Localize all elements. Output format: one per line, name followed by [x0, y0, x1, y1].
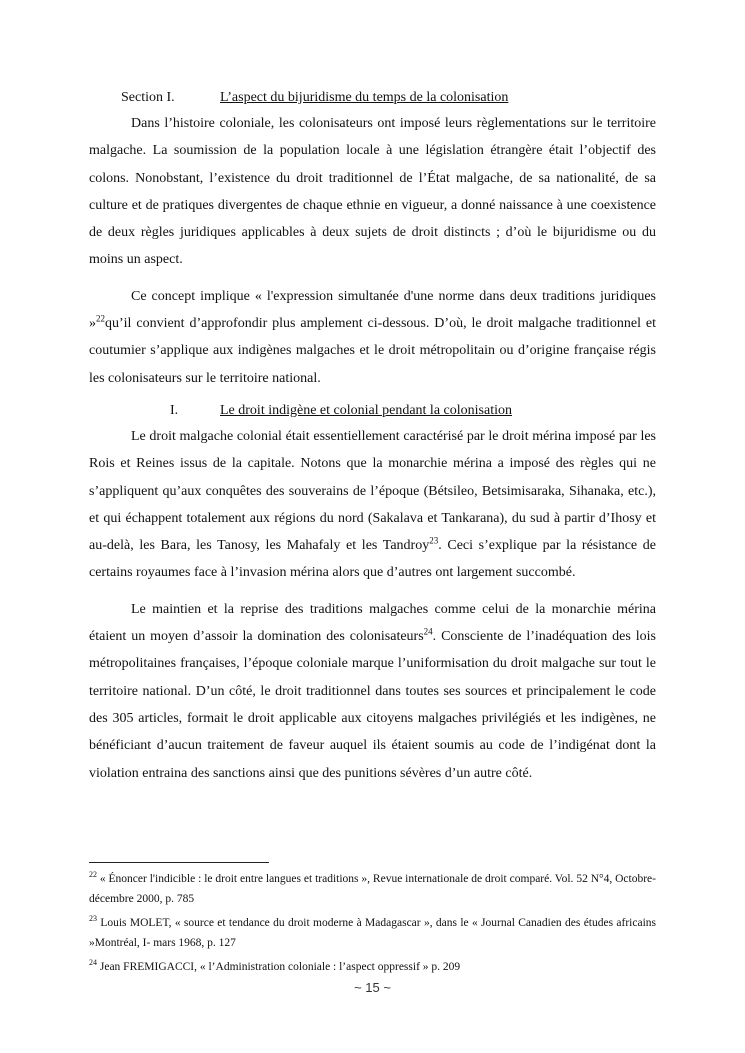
paragraph-2-text-b: qu’il convient d’approfondir plus amplement ci-dessous. D’où, le droit malgache traditionnel et coutumier s’applique aux indigènes malgaches et le droit métropolitain ou d’origine française régis les colonisateurs sur le territoire national.: [89, 316, 656, 386]
footnote-ref-24: 24: [423, 626, 433, 637]
footnote-23: [89, 913, 656, 953]
footnote-number: 23: [89, 914, 97, 924]
subsection-heading: [89, 401, 656, 421]
paragraph-2-text-a: Ce concept implique « l'expression simultanée d'une norme dans deux traditions juridiques »: [89, 288, 656, 332]
section-number: Section I.: [121, 90, 175, 105]
paragraph-4-text-b: . Consciente de l’inadéquation des lois métropolitaines françaises, l’époque coloniale marque l’uniformisation du droit malgache sur tout le territoire national. D’un côté, le droit traditionnel dans toutes ses sources et principalement le code des 305 articles, formait le droit applicable aux citoyens malgaches privilégiés et les indigènes, ne bénéficiant d’aucun traitement de faveur auquel ils étaient soumis au code de l’indigénat dont la violation entraina des sanctions ainsi que des punitions sévères d’un autre côté.: [89, 629, 656, 781]
footnotes: [89, 869, 656, 981]
paragraph-3: [89, 423, 656, 587]
paragraph-4: [89, 596, 656, 787]
footnote-22: [89, 869, 656, 909]
paragraph-4-text-a: Le maintien et la reprise des traditions malgaches comme celui de la monarchie mérina étaient un moyen d’assoir la domination des colonisateurs: [89, 601, 656, 645]
paragraph-3-text-a: Le droit malgache colonial était essentiellement caractérisé par le droit mérina imposé par les Rois et Reines issus de la capitale. Notons que la monarchie mérina a imposé des règles qui ne s’appliquent qu’aux conquêtes des souverains de l’époque (Bétsileo, Betsimisaraka, Sihanaka, etc.), et qui échappent totalement aux régions du nord (Sakalava et Tankarana), du sud à partir d’Ihosy et au-delà, les Bara, les Tanosy, les Mahafaly et les Tandroy: [89, 428, 656, 554]
section-heading: [89, 88, 656, 108]
footnote-ref-22: 22: [96, 313, 105, 324]
footnote-text: Louis MOLET, « source et tendance du droit moderne à Madagascar », dans le « Journal Canadien des études africains »Montréal, I- mars 1968, p. 127: [89, 917, 656, 949]
page-number: ~ 15 ~: [354, 980, 391, 995]
section-title: L’aspect du bijuridisme du temps de la colonisation: [220, 90, 509, 105]
footnote-text: Jean FREMIGACCI, « l’Administration coloniale : l’aspect oppressif » p. 209: [97, 961, 461, 973]
paragraph-1: Dans l’histoire coloniale, les colonisateurs ont imposé leurs règlementations sur le territoire malgache. La soumission de la population locale à une législation étrangère était l’objectif des colons. Nonobstant, l’existence du droit traditionnel de l’État malgache, de sa nationalité, de sa culture et de pratiques divergentes de chaque ethnie en vigueur, a donné naissance à une coexistence de deux règles juridiques applicables à deux sujets de droit distincts ; d’où le bijuridisme ou du moins un aspect.: [89, 116, 656, 268]
subsection-title: Le droit indigène et colonial pendant la colonisation: [220, 402, 512, 418]
main-text: [89, 88, 656, 796]
paragraph-2: [89, 283, 656, 392]
subsection-number: I.: [170, 402, 179, 418]
footnote-number: 22: [89, 870, 97, 880]
footnote-number: 24: [89, 958, 97, 968]
footnote-text: « Énoncer l'indicible : le droit entre langues et traditions », Revue internationale de droit comparé. Vol. 52 N°4, Octobre-décembre 2000, p. 785: [89, 873, 656, 905]
footnote-24: [89, 957, 656, 977]
footnote-ref-23: 23: [429, 535, 439, 546]
footnote-separator: [89, 862, 269, 863]
paragraph-3-text-b: . Ceci s’explique par la résistance de certains royaumes face à l’invasion mérina alors que d’autres ont largement succombé.: [89, 538, 656, 581]
